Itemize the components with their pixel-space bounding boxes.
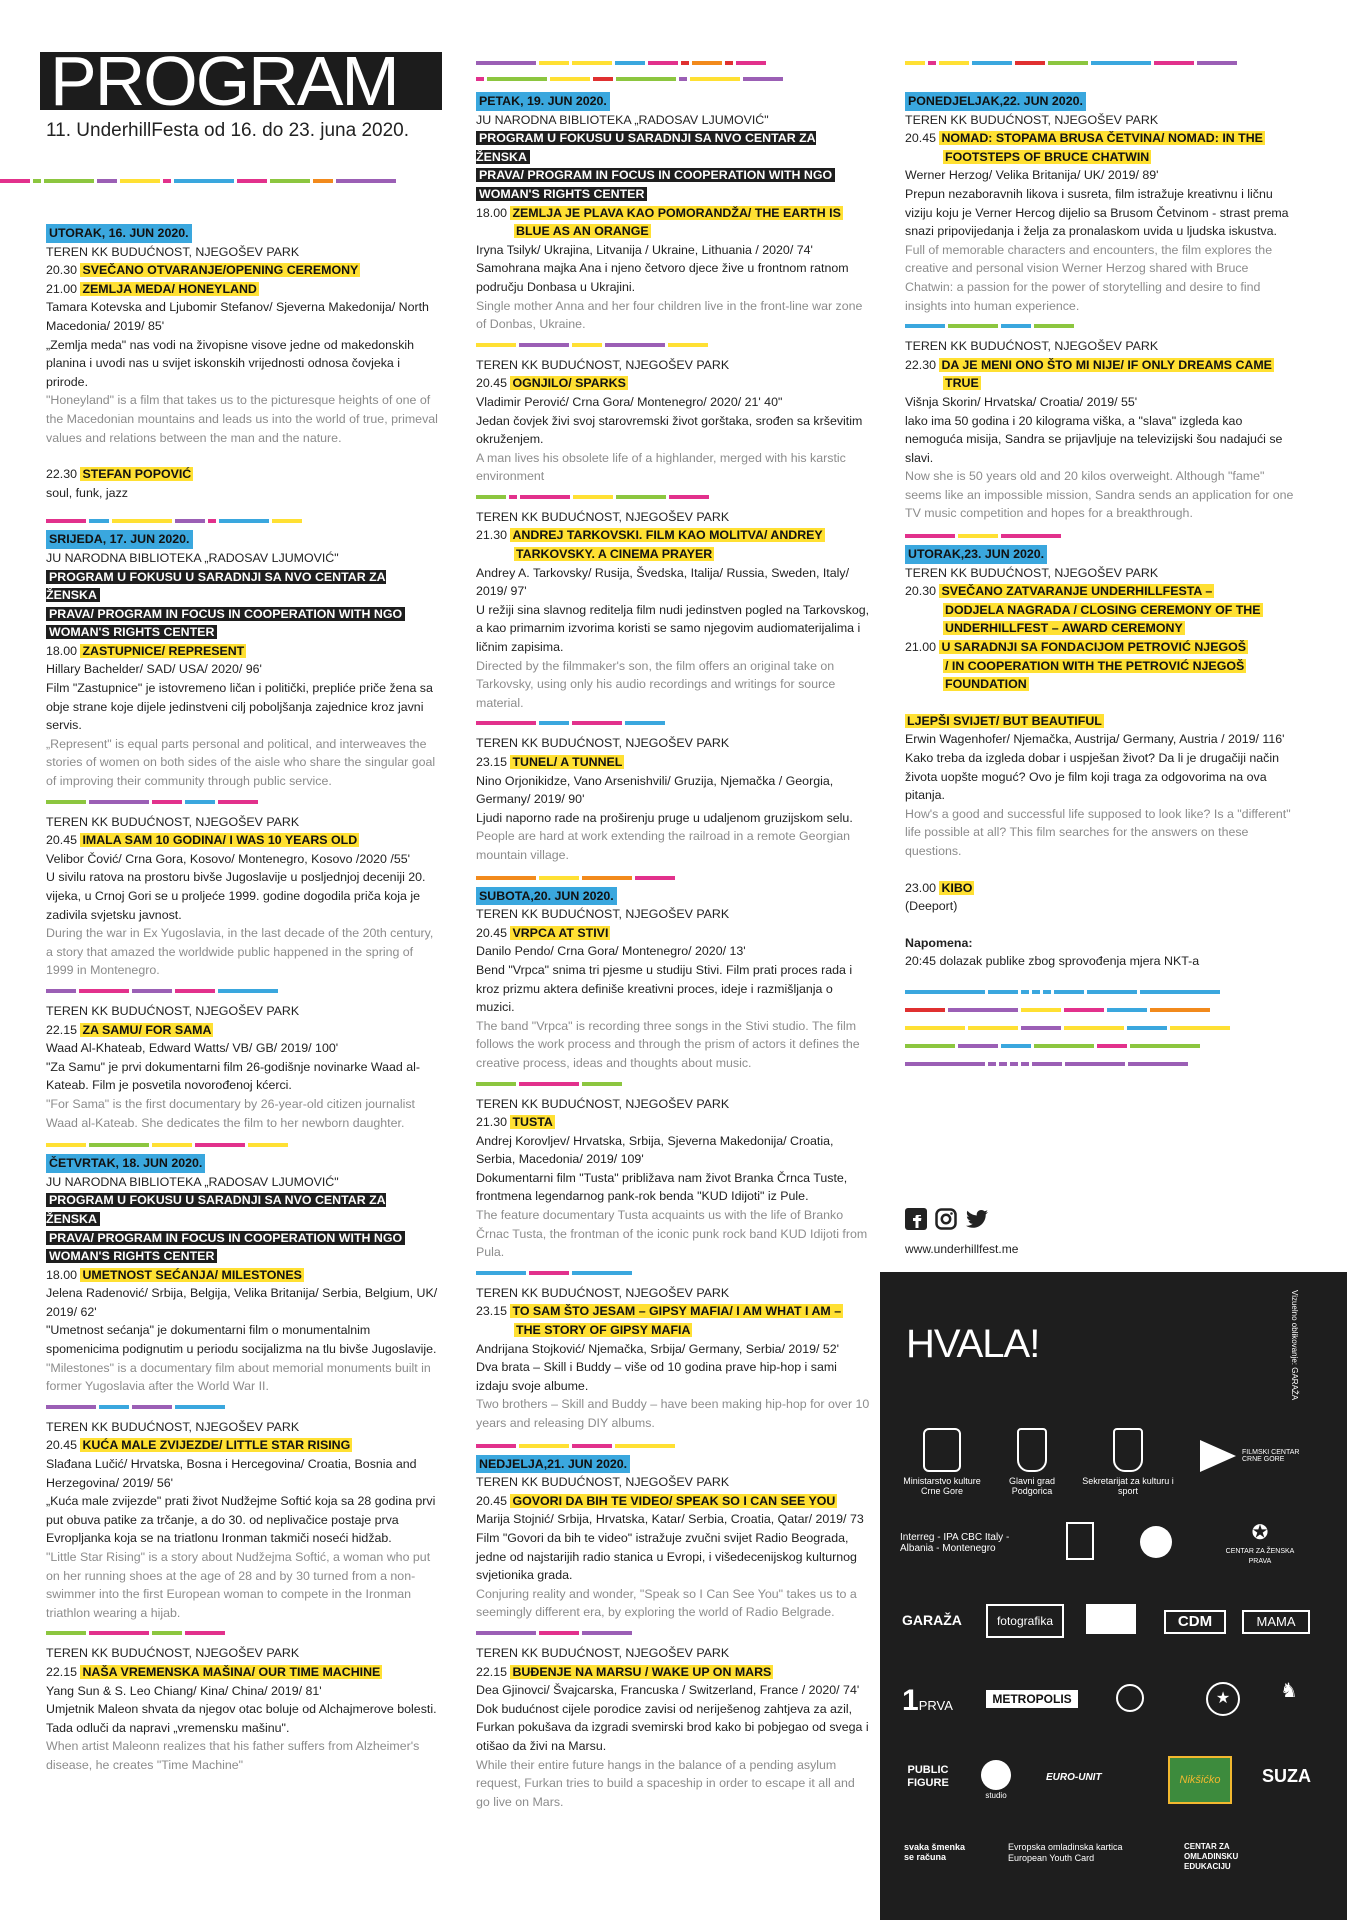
event-title: SVEČANO ZATVARANJE UNDERHILLFESTA –: [941, 584, 1213, 599]
description: (Deeport): [905, 899, 958, 914]
venue: JU NARODNA BIBLIOTEKA „RADOSAV LJUMOVIĆ": [46, 550, 339, 565]
twitter-icon[interactable]: [965, 1208, 987, 1230]
column-1: [46, 224, 442, 1775]
sponsor-logo: Interreg - IPA CBC Italy - Albania - Montenegro: [900, 1532, 1010, 1554]
sponsor-logo: CENTAR ZA OMLADINSKU EDUKACIJU: [1184, 1842, 1239, 1871]
description: Film "Govori da bih te video" istražuje zvučni svijet Radio Beograda, jedne od najstarijih radio stanica u Evropi, i višedecenijskog kulturnog svjetionika grada.: [476, 1530, 857, 1583]
instagram-icon[interactable]: [935, 1208, 957, 1230]
event-title: U SARADNJI SA FONDACIJOM PETROVIĆ NJEGOŠ: [941, 640, 1246, 655]
date-label: PETAK, 19. JUN 2020.: [476, 92, 610, 111]
credits: Danilo Pendo/ Crna Gora/ Montenegro/ 2020/ 13': [476, 944, 746, 959]
sponsor-logo: FILMSKI CENTAR CRNE GORE: [1200, 1440, 1310, 1472]
time: 20.45: [476, 925, 508, 940]
event-title: UNDERHILLFEST – AWARD CEREMONY: [945, 621, 1183, 636]
venue: JU NARODNA BIBLIOTEKA „RADOSAV LJUMOVIĆ": [46, 1174, 339, 1189]
time: 18.00: [46, 643, 78, 658]
description-en: The feature documentary Tusta acquaints us with the life of Branko Črnac Tusta, the frontman of the iconic punk rock band KUD Idijoti from Pula.: [476, 1208, 868, 1260]
event-title: SVEČANO OTVARANJE/OPENING CEREMONY: [82, 263, 359, 278]
venue: TEREN KK BUDUĆNOST, NJEGOŠEV PARK: [476, 1475, 730, 1490]
description: lako ima 50 godina i 20 kilograma viška, a "slava" izgleda kao nemoguća misija, Sandra se prijavljuje na televizijski šou nadajući se slavi.: [905, 413, 1283, 465]
event-title: KIBO: [941, 880, 973, 895]
time: 22.15: [46, 1022, 78, 1037]
time: 21.00: [905, 640, 937, 655]
credits: Andrijana Stojković/ Njemačka, Srbija/ Germany, Serbia/ 2019/ 52': [476, 1341, 840, 1356]
event-block: [476, 1095, 871, 1262]
event-block: [476, 508, 871, 713]
sponsor-logo: Evropska omladinska kartica European Youth Card: [1008, 1842, 1123, 1863]
venue: TEREN KK BUDUĆNOST, NJEGOŠEV PARK: [476, 907, 730, 922]
event-title: / IN COOPERATION WITH THE PETROVIĆ NJEGOŠ: [945, 658, 1245, 673]
venue: TEREN KK BUDUĆNOST, NJEGOŠEV PARK: [46, 1646, 300, 1661]
decor-strip: [46, 1402, 442, 1412]
sponsor-logo: fotografika: [986, 1604, 1064, 1638]
event-title: DODJELA NAGRADA / CLOSING CEREMONY OF THE: [945, 602, 1261, 617]
credits: Andrey A. Tarkovsky/ Rusija, Švedska, Italija/ Russia, Sweden, Italy/ 2019/ 97': [476, 565, 850, 599]
description-en: People are hard at work extending the railroad in a remote Georgian mountain village.: [476, 829, 851, 862]
time: 20.30: [905, 584, 937, 599]
time: 20.45: [476, 1493, 508, 1508]
decor-strip: [476, 58, 871, 84]
focus-label: PRAVA/ PROGRAM IN FOCUS IN COOPERATION WITH NGO: [476, 168, 835, 182]
event-title: LJEPŠI SVIJET/ BUT BEAUTIFUL: [907, 713, 1102, 728]
decor-strip-group: [905, 987, 1300, 1069]
event-block: [46, 1418, 442, 1623]
description-en: Conjuring reality and wonder, "Speak so I Can See You" takes us to a seemingly different era, by exploring the world of Radio Belgrade.: [476, 1586, 857, 1620]
sponsor-logo: PUBLIC FIGURE: [907, 1764, 949, 1789]
date-label: UTORAK,23. JUN 2020.: [905, 545, 1047, 564]
event-title: DA JE MENI ONO ŠTO MI NIJE/ IF ONLY DREAMS CAME: [941, 357, 1272, 372]
credits: Tamara Kotevska and Ljubomir Stefanov/ Sjeverna Makedonija/ North Macedonia/ 2019/ 85': [46, 300, 429, 333]
focus-label: PROGRAM U FOKUSU U SARADNJI SA NVO CENTAR ZA ŽENSKA: [46, 569, 386, 603]
time: 21.00: [46, 281, 78, 296]
sponsor-logo: EURO-UNIT: [1046, 1772, 1102, 1783]
date-label: SRIJEDA, 17. JUN 2020.: [46, 530, 193, 549]
description: U sivilu ratova na prostoru bivše Jugoslavije u posljednjoj deceniji 20. vijeka, u Crnoj Gori se u proljeće 1999. godine dogodila priča koja je zadivila svjetsku javnost.: [46, 870, 426, 922]
description-en: Two brothers – Skill and Buddy – have been making hip-hop for over 10 years and releasing DIY albums.: [476, 1397, 870, 1430]
design-credit: Vizuelno oblikovanje: GARAŽA: [1290, 1290, 1299, 1401]
venue: TEREN KK BUDUĆNOST, NJEGOŠEV PARK: [905, 565, 1159, 580]
date-label: UTORAK, 16. JUN 2020.: [46, 224, 192, 243]
focus-label: WOMAN'S RIGHTS CENTER: [476, 187, 647, 201]
event-title: ZEMLJA JE PLAVA KAO POMORANDŽA/ THE EARTH IS: [512, 205, 841, 220]
date-label: ČETVRTAK, 18. JUN 2020.: [46, 1154, 205, 1173]
event-title: NAŠA VREMENSKA MAŠINA/ OUR TIME MACHINE: [82, 1664, 381, 1679]
description: "Za Samu" je prvi dokumentarni film 26-godišnje novinarke Waad al-Kateab. Film je posvetila novorođenoj kćerci.: [46, 1059, 421, 1093]
description-en: Single mother Anna and her four children live in the front-line war zone of Donbas, Ukraine.: [476, 298, 863, 332]
decor-strip: [46, 1140, 442, 1150]
column-2: [476, 92, 871, 1811]
time: 20.45: [476, 376, 508, 391]
thanks-heading: HVALA!: [906, 1322, 1040, 1366]
time: 20.45: [905, 131, 937, 146]
decor-strip: [905, 321, 1300, 331]
event-title: STEFAN POPOVIĆ: [82, 467, 192, 482]
day-friday-19: [476, 92, 871, 334]
day-thursday-18: [46, 1154, 442, 1396]
credits: Erwin Wagenhofer/ Njemačka, Austrija/ Germany, Austria / 2019/ 116': [905, 732, 1285, 747]
focus-label: WOMAN'S RIGHTS CENTER: [46, 625, 217, 639]
sponsor-logo: Ministarstvo kulture Crne Gore: [902, 1428, 982, 1496]
credits: Andrej Korovljev/ Hrvatska, Srbija, Sjeverna Makedonija/ Croatia, Serbia, Macedonia/ 2019/ 109': [476, 1133, 834, 1167]
credits: Waad Al-Khateab, Edward Watts/ VB/ GB/ 2019/ 100': [46, 1041, 339, 1056]
time: 21.30: [476, 1115, 508, 1130]
column-3: [905, 92, 1300, 1069]
event-title: ZASTUPNICE/ REPRESENT: [82, 643, 245, 658]
sponsor-logo: ♞: [1280, 1680, 1298, 1702]
sponsor-logo: Nikšićko: [1168, 1756, 1232, 1804]
sponsor-logo: studio: [978, 1760, 1014, 1800]
event-title: THE STORY OF GIPSY MAFIA: [516, 1323, 691, 1338]
description: Umjetnik Maleon shvata da njegov otac boluje od Alchajmerove bolesti. Tada odluči da napravi „vremensku mašinu".: [46, 1702, 437, 1735]
event-title: BUĐENJE NA MARSU / WAKE UP ON MARS: [512, 1664, 772, 1679]
day-saturday-20: [476, 887, 871, 1073]
sponsor-logo: [1116, 1684, 1176, 1712]
venue: TEREN KK BUDUĆNOST, NJEGOŠEV PARK: [476, 736, 730, 751]
venue: JU NARODNA BIBLIOTEKA „RADOSAV LJUMOVIĆ": [476, 112, 769, 127]
focus-label: PROGRAM U FOKUSU U SARADNJI SA NVO CENTAR ZA ŽENSKA: [46, 1193, 386, 1226]
credits: Werner Herzog/ Velika Britanija/ UK/ 2019/ 89': [905, 168, 1159, 183]
event-block: [476, 1644, 871, 1811]
description-en: "Little Star Rising" is a story about Nudžejma Softić, a woman who put on her running shoes at the age of 28 and by 30 turned from a non-swimmer into the first European woman to compete in the Ironman triathlon wearing a hijab.: [46, 1550, 431, 1620]
description: Dok budućnost cijele porodice zavisi od neriješenog zahtjeva za azil, Furkan pokušava da izgradi svemirski brod kako bi pobjegao od svega i otišao da živi na Marsu.: [476, 1701, 869, 1753]
event-title: TUSTA: [512, 1115, 553, 1130]
sponsor-logo: ★: [1206, 1682, 1240, 1716]
sponsor-logo: MAMA: [1242, 1610, 1310, 1634]
decor-strip: [905, 58, 1300, 68]
sponsor-logo: METROPOLIS: [986, 1690, 1078, 1708]
event-title: VRPCA AT STIVI: [512, 925, 609, 940]
day-monday-22: [905, 92, 1300, 315]
event-title: UMETNOST SEĆANJA/ MILESTONES: [82, 1267, 302, 1282]
social-links: [905, 1208, 987, 1230]
credits: Hillary Bachelder/ SAD/ USA/ 2020/ 96': [46, 662, 262, 677]
venue: TEREN KK BUDUĆNOST, NJEGOŠEV PARK: [476, 509, 730, 524]
decor-strip: [905, 531, 1300, 541]
description: Kako treba da izgleda dobar i uspješan život? Da li je drugačiji način života uopšte moguć? Ovo je film koji traga za odgovorima na ova pitanja.: [905, 751, 1280, 803]
time: 23.15: [476, 755, 508, 769]
venue: TEREN KK BUDUĆNOST, NJEGOŠEV PARK: [476, 357, 730, 372]
time: 20.45: [46, 1438, 78, 1453]
sponsor-logo: svaka šmenka se računa: [904, 1842, 966, 1862]
time: 22.15: [46, 1664, 78, 1679]
event-title: TUNEL/ A TUNNEL: [512, 755, 623, 769]
note-title: Napomena:: [905, 935, 973, 950]
time: 22.15: [476, 1664, 508, 1679]
facebook-icon[interactable]: [905, 1208, 927, 1230]
venue: TEREN KK BUDUĆNOST, NJEGOŠEV PARK: [46, 1003, 300, 1018]
sponsor-logo: SUZA: [1262, 1766, 1311, 1786]
date-label: SUBOTA,20. JUN 2020.: [476, 887, 617, 906]
credits: Vladimir Perović/ Crna Gora/ Montenegro/ 2020/ 21' 40": [476, 394, 783, 409]
description: soul, funk, jazz: [46, 485, 128, 500]
time: 18.00: [476, 205, 508, 220]
day-tuesday-23: [905, 545, 1300, 971]
event-title: NOMAD: STOPAMA BRUSA ČETVINA/ NOMAD: IN THE: [941, 131, 1263, 146]
time: 22.30: [46, 467, 78, 482]
focus-label: PROGRAM U FOKUSU U SARADNJI SA NVO CENTAR ZA ŽENSKA: [476, 131, 816, 164]
credits: Slađana Lučić/ Hrvatska, Bosna i Hercegovina/ Croatia, Bosnia and Herzegovina/ 2019/ 56': [46, 1457, 417, 1490]
page-subtitle: 11. UnderhillFesta od 16. do 23. juna 2020.: [46, 120, 410, 141]
description-en: Directed by the filmmaker's son, the film offers an original take on Tarkovsky, using only his audio recordings and writings for source material.: [476, 658, 836, 710]
event-block: [46, 1002, 442, 1132]
decor-strip: [476, 492, 871, 502]
event-title: TARKOVSKY. A CINEMA PRAYER: [516, 547, 713, 562]
event-title: FOUNDATION: [945, 677, 1027, 692]
description: Dokumentarni film "Tusta" približava nam život Branka Črnca Tuste, frontmena legendarnog pank-rok benda "KUD Idijoti" iz Pule.: [476, 1170, 848, 1204]
description-en: When artist Maleonn realizes that his father suffers from Alzheimer's disease, he creates "Time Machine": [46, 1739, 420, 1772]
description: „Kuća male zvijezde" prati život Nudžejme Softić koja sa 28 godina prvi put obuva patike za trčanje, a do 30. od neplivačice postaje prva Evropljanka koja se na triatlonu Ironman takmiči noseći hidžab.: [46, 1494, 436, 1546]
description-en: A man lives his obsolete life of a highlander, merged with his karstic environment: [476, 450, 846, 484]
description-en: The band "Vrpca" is recording three songs in the Stivi studio. The film follows the work process and through the prism of actors it defines the creative process, ideas and thoughts about music.: [476, 1018, 860, 1070]
decor-strip: [476, 1079, 871, 1089]
sponsor-logo: Glavni grad Podgorica: [992, 1428, 1072, 1496]
sponsor-logo: Sekretarijat za kulturu i sport: [1082, 1428, 1174, 1496]
credits: Marija Stojnić/ Srbija, Hrvatska, Katar/ Serbia, Croatia, Qatar/ 2019/ 73: [476, 1512, 864, 1527]
description: "Umetnost sećanja" je dokumentarni film o monumentalnim spomenicima podignutim u periodu socijalizma na tlu bivše Jugoslavije.: [46, 1323, 437, 1357]
event-block: [905, 337, 1300, 523]
description: U režiji sina slavnog reditelja film nudi jedinstven pogled na Tarkovskog, a kao primarnim izvorima koristi se samo njegovim audiomaterijalima i ličnim zapisima.: [476, 602, 870, 655]
sponsor-logo: [1086, 1604, 1136, 1634]
decor-strip: [0, 176, 442, 186]
event-block: [46, 813, 442, 980]
description: Dva brata – Skill i Buddy – više od 10 godina prave hip-hop i sami izdaju svoje albume.: [476, 1360, 837, 1393]
credits: Velibor Čović/ Crna Gora, Kosovo/ Montenegro, Kosovo /2020 /55': [46, 851, 410, 866]
website-link[interactable]: www.underhillfest.me: [905, 1242, 1019, 1256]
time: 20.45: [46, 833, 78, 848]
sponsor-logo: [1066, 1522, 1094, 1560]
decor-strip: [476, 340, 871, 350]
event-title: TO SAM ŠTO JESAM – GIPSY MAFIA/ I AM WHAT I AM –: [512, 1304, 842, 1319]
sponsor-logo: GARAŽA: [902, 1612, 962, 1628]
description: „Zemlja meda" nas vodi na živopisne visove jedne od makedonskih planina i uvodi nas u svijet iskonskih vrijednosti odnosa čovjeka i prirode.: [46, 337, 415, 389]
event-title: ANDREJ TARKOVSKI. FILM KAO MOLITVA/ ANDREY: [512, 528, 823, 543]
event-title: TRUE: [945, 376, 979, 391]
event-title: BLUE AS AN ORANGE: [516, 224, 649, 239]
credits: Jelena Radenović/ Srbija, Belgija, Velika Britanija/ Serbia, Belgium, UK/ 2019/ 62': [46, 1286, 438, 1319]
focus-label: WOMAN'S RIGHTS CENTER: [46, 1249, 217, 1263]
date-label: NEDJELJA,21. JUN 2020.: [476, 1455, 630, 1474]
focus-label: PRAVA/ PROGRAM IN FOCUS IN COOPERATION WITH NGO: [46, 1231, 405, 1245]
sponsor-logo: 1PRVA: [902, 1684, 953, 1717]
description: Jedan čovjek živi svoj starovremski život gorštaka, srođen sa krševitim okruženjem.: [476, 413, 863, 447]
event-block: [46, 1644, 442, 1774]
description-en: Now she is 50 years old and 20 kilos overweight. Although "fame" seems like an impossible mission, Sandra sends an application for one TV music competition and hopes for a breakthrough.: [905, 469, 1294, 521]
description-en: "Milestones" is a documentary film about memorial monuments built in former Yugoslavia after the World War II.: [46, 1360, 431, 1394]
sponsor-logo: ✪ CENTAR ZA ŽENSKA PRAVA: [1225, 1522, 1295, 1565]
event-title: ZEMLJA MEDA/ HONEYLAND: [82, 281, 257, 296]
decor-strip: [476, 873, 871, 883]
event-block: [476, 1284, 871, 1433]
date-label: PONEDJELJAK,22. JUN 2020.: [905, 92, 1086, 111]
venue: TEREN KK BUDUĆNOST, NJEGOŠEV PARK: [46, 244, 300, 259]
decor-strip: [476, 1628, 871, 1638]
event-title: GOVORI DA BIH TE VIDEO/ SPEAK SO I CAN SEE YOU: [512, 1493, 836, 1508]
description-en: "Honeyland" is a film that takes us to the picturesque heights of one of the Macedonian mountains and leads us into the world of true, primeval values and relations between the man and the nature.: [46, 393, 438, 445]
event-title: ZA SAMU/ FOR SAMA: [82, 1022, 212, 1037]
event-block: [476, 356, 871, 486]
description: Bend "Vrpca" snima tri pjesme u studiju Stivi. Film prati proces rada i kroz prizmu aktera definiše kreativni proces, ideje i razmišljanja o muzici.: [476, 962, 853, 1015]
description-en: While their entire future hangs in the balance of a pending asylum request, Furkan tries to build a spaceship in order to escape it all and go live on Mars.: [476, 1757, 855, 1809]
credits: Dea Gjinovci/ Švajcarska, Francuska / Switzerland, France / 2020/ 74': [476, 1683, 860, 1698]
page-title: PROGRAM: [40, 52, 442, 110]
venue: TEREN KK BUDUĆNOST, NJEGOŠEV PARK: [476, 1645, 730, 1660]
decor-strip: [476, 1268, 871, 1278]
event-title: IMALA SAM 10 GODINA/ I WAS 10 YEARS OLD: [82, 833, 358, 848]
venue: TEREN KK BUDUĆNOST, NJEGOŠEV PARK: [905, 112, 1159, 127]
description: Samohrana majka Ana i njeno četvoro djece žive u frontnom ratnom području Donbasa u Ukrajini.: [476, 261, 849, 294]
sponsor-logo: [1140, 1526, 1172, 1558]
event-title: OGNJILO/ SPARKS: [512, 376, 626, 391]
day-sunday-21: [476, 1455, 871, 1622]
sponsor-logo: CDM: [1164, 1610, 1226, 1634]
focus-label: PRAVA/ PROGRAM IN FOCUS IN COOPERATION WITH NGO: [46, 607, 405, 621]
note-text: 20:45 dolazak publike zbog sprovođenja mjera NKT-a: [905, 954, 1200, 969]
event-title: FOOTSTEPS OF BRUCE CHATWIN: [945, 149, 1150, 164]
event-title: KUĆA MALE ZVIJEZDE/ LITTLE STAR RISING: [82, 1438, 351, 1453]
credits: Nino Orjonikidze, Vano Arsenishvili/ Gruzija, Njemačka / Georgia, Germany/ 2019/ 90': [476, 773, 834, 807]
decor-strip: [46, 986, 442, 996]
description-en: Full of memorable characters and encounters, the film explores the creative and personal vision Werner Herzog shared with Bruce Chatwin: a passion for the power of storytelling and desire to find insights into human experience.: [905, 242, 1273, 313]
description-en: „Represent" is equal parts personal and political, and interweaves the stories of women on both sides of the aisle who share the singular goal of improving their community through public service.: [46, 736, 436, 789]
venue: TEREN KK BUDUĆNOST, NJEGOŠEV PARK: [905, 339, 1159, 354]
description-en: How's a good and successful life supposed to look like? Is a "different" life possible at all? This film searches for the answers on these questions.: [905, 806, 1291, 858]
decor-strip: [46, 516, 442, 526]
day-wednesday-17: [46, 530, 442, 790]
description: Film "Zastupnice" je istovremeno ličan i politički, prepliće priče žena sa obje strane koje dijele jedinstveni cilj poboljšanja zajednice kroz javni servis.: [46, 681, 433, 733]
description-en: During the war in Ex Yugoslavia, in the last decade of the 20th century, a story that amazed the worldwide public happened in the spring of 1999 in Montenegro.: [46, 926, 434, 978]
decor-strip: [46, 1628, 442, 1638]
venue: TEREN KK BUDUĆNOST, NJEGOŠEV PARK: [476, 1285, 730, 1300]
credits: Yang Sun & S. Leo Chiang/ Kina/ China/ 2019/ 81': [46, 1683, 322, 1698]
time: 23.00: [905, 880, 937, 895]
time: 22.30: [905, 357, 937, 372]
credits: Višnja Skorin/ Hrvatska/ Croatia/ 2019/ 55': [905, 394, 1138, 409]
time: 21.30: [476, 528, 508, 543]
time: 23.15: [476, 1304, 508, 1319]
venue: TEREN KK BUDUĆNOST, NJEGOŠEV PARK: [46, 1419, 300, 1434]
description: Prepun nezaboravnih likova i susreta, film istražuje kreativnu i ličnu viziju koju je Verner Hercog dijelio sa Brusom Četvinom - strast prema snazi pripovijedanja i želja za pronalaskom uvida u ljudska iskustva.: [905, 186, 1289, 239]
time: 20.30: [46, 263, 78, 278]
day-tuesday-16: [46, 224, 442, 502]
time: 18.00: [46, 1267, 78, 1282]
venue: TEREN KK BUDUĆNOST, NJEGOŠEV PARK: [476, 1096, 730, 1111]
description: Ljudi naporno rade na proširenju pruge u udaljenom gruzijskom selu.: [476, 810, 853, 825]
sponsor-panel: [880, 1272, 1347, 1920]
credits: Iryna Tsilyk/ Ukrajina, Litvanija / Ukraine, Lithuania / 2020/ 74': [476, 242, 813, 257]
decor-strip: [46, 797, 442, 807]
venue: TEREN KK BUDUĆNOST, NJEGOŠEV PARK: [46, 814, 300, 829]
description-en: "For Sama" is the first documentary by 26-year-old citizen journalist Waad al-Kateab. She dedicates the film to her newborn daughter.: [46, 1096, 415, 1130]
event-block: [476, 734, 871, 864]
decor-strip: [476, 1441, 871, 1451]
decor-strip: [476, 718, 871, 728]
